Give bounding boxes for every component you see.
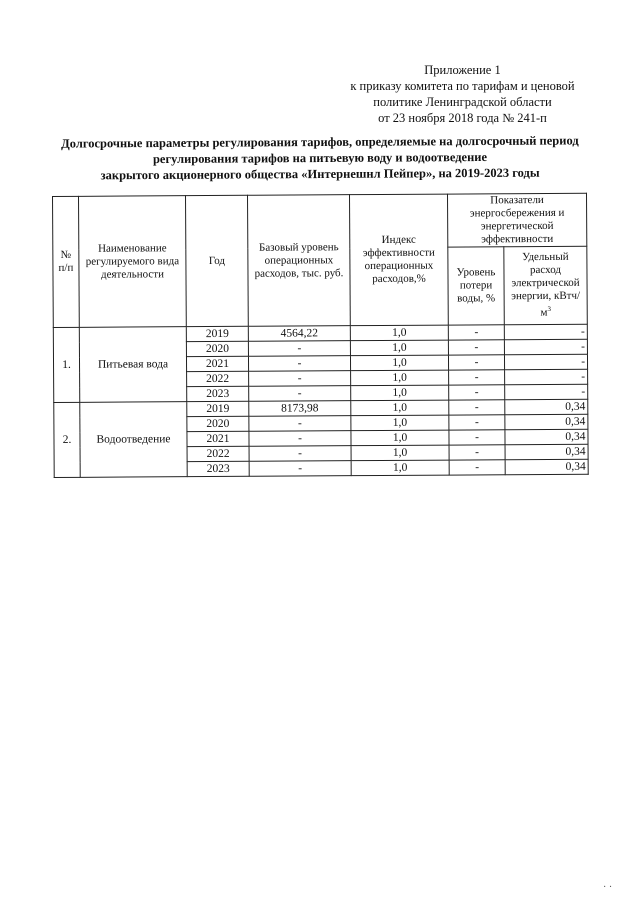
cell-loss: -	[449, 460, 505, 475]
cell-specific: 0,34	[505, 444, 588, 460]
cell-base: 8173,98	[249, 401, 351, 417]
cell-loss: -	[449, 415, 505, 430]
appendix-line: к приказу комитета по тарифам и ценовой	[350, 79, 575, 93]
cell-base: -	[249, 431, 351, 447]
cell-loss: -	[449, 385, 505, 400]
cell-loss: -	[448, 340, 504, 355]
cell-index: 1,0	[350, 340, 448, 356]
cell-index: 1,0	[350, 325, 448, 341]
cell-base: -	[248, 356, 350, 372]
header-specific-text: Удельный расход электрической энергии, кВтч/м	[511, 251, 581, 319]
cell-index: 1,0	[351, 445, 449, 461]
cell-base: -	[249, 461, 351, 477]
cell-specific: -	[504, 339, 587, 355]
document-title	[30, 132, 610, 184]
cell-index: 1,0	[350, 355, 448, 371]
cell-year: 2021	[186, 356, 248, 371]
scan-mark: · ·	[603, 882, 613, 893]
cell-year: 2019	[187, 401, 249, 416]
header-efficiency-index: Индекс эффективности операционных расходов,%	[349, 194, 448, 326]
parameters-table	[52, 193, 589, 478]
cell-num: 2.	[54, 402, 80, 477]
cell-base: -	[248, 341, 350, 357]
cell-specific: 0,34	[505, 399, 588, 415]
cell-base: -	[249, 446, 351, 462]
cell-specific: 0,34	[505, 429, 588, 445]
cell-index: 1,0	[351, 460, 449, 476]
table-body	[53, 324, 588, 477]
cell-year: 2020	[186, 341, 248, 356]
appendix-line: политике Ленинградской области	[373, 95, 552, 109]
title-line: закрытого акционерного общества «Интернешнл Пейпер», на 2019-2023 годы	[100, 165, 540, 183]
header-activity: Наименование регулируемого вида деятельности	[79, 196, 187, 328]
cell-index: 1,0	[351, 415, 449, 431]
appendix-line: от 23 ноября 2018 года № 241-п	[378, 111, 547, 125]
cell-year: 2023	[187, 461, 249, 476]
cell-specific: -	[504, 324, 587, 340]
cell-loss: -	[449, 370, 505, 385]
title-line: регулирования тарифов на питьевую воду и водоотведение	[152, 149, 488, 167]
cell-index: 1,0	[351, 385, 449, 401]
header-specific-sup: 3	[547, 305, 551, 314]
cell-index: 1,0	[351, 370, 449, 386]
cell-specific: -	[504, 354, 587, 370]
appendix-header	[340, 62, 585, 126]
cell-year: 2020	[187, 416, 249, 431]
cell-activity: Питьевая вода	[79, 327, 186, 403]
title-line: Долгосрочные параметры регулирования тарифов, определяемые на долгосрочный период	[61, 133, 579, 151]
header-num: № п/п	[53, 196, 80, 327]
cell-specific: 0,34	[505, 414, 588, 430]
cell-loss: -	[448, 355, 504, 370]
cell-loss: -	[449, 430, 505, 445]
header-base-level: Базовый уровень операционных расходов, тыс. руб.	[247, 195, 350, 327]
cell-specific: -	[505, 384, 588, 400]
cell-base: -	[249, 386, 351, 402]
appendix-line: Приложение 1	[424, 63, 501, 77]
cell-loss: -	[449, 445, 505, 460]
cell-specific: -	[505, 369, 588, 385]
header-water-loss: Уровень потери воды, %	[448, 247, 504, 325]
cell-activity: Водоотведение	[80, 402, 187, 478]
cell-year: 2022	[187, 446, 249, 461]
cell-loss: -	[449, 400, 505, 415]
cell-loss: -	[448, 325, 504, 340]
header-year: Год	[186, 195, 249, 326]
cell-num: 1.	[53, 327, 79, 402]
cell-index: 1,0	[351, 430, 449, 446]
cell-index: 1,0	[351, 400, 449, 416]
header-specific-consumption	[504, 246, 587, 325]
header-energy-group: Показатели энергосбережения и энергетической эффективности	[447, 193, 586, 247]
cell-specific: 0,34	[505, 459, 588, 475]
cell-base: -	[249, 416, 351, 432]
cell-base: -	[249, 371, 351, 387]
cell-year: 2021	[187, 431, 249, 446]
cell-year: 2022	[187, 371, 249, 386]
cell-year: 2023	[187, 386, 249, 401]
cell-base: 4564,22	[248, 326, 350, 342]
cell-year: 2019	[186, 326, 248, 341]
